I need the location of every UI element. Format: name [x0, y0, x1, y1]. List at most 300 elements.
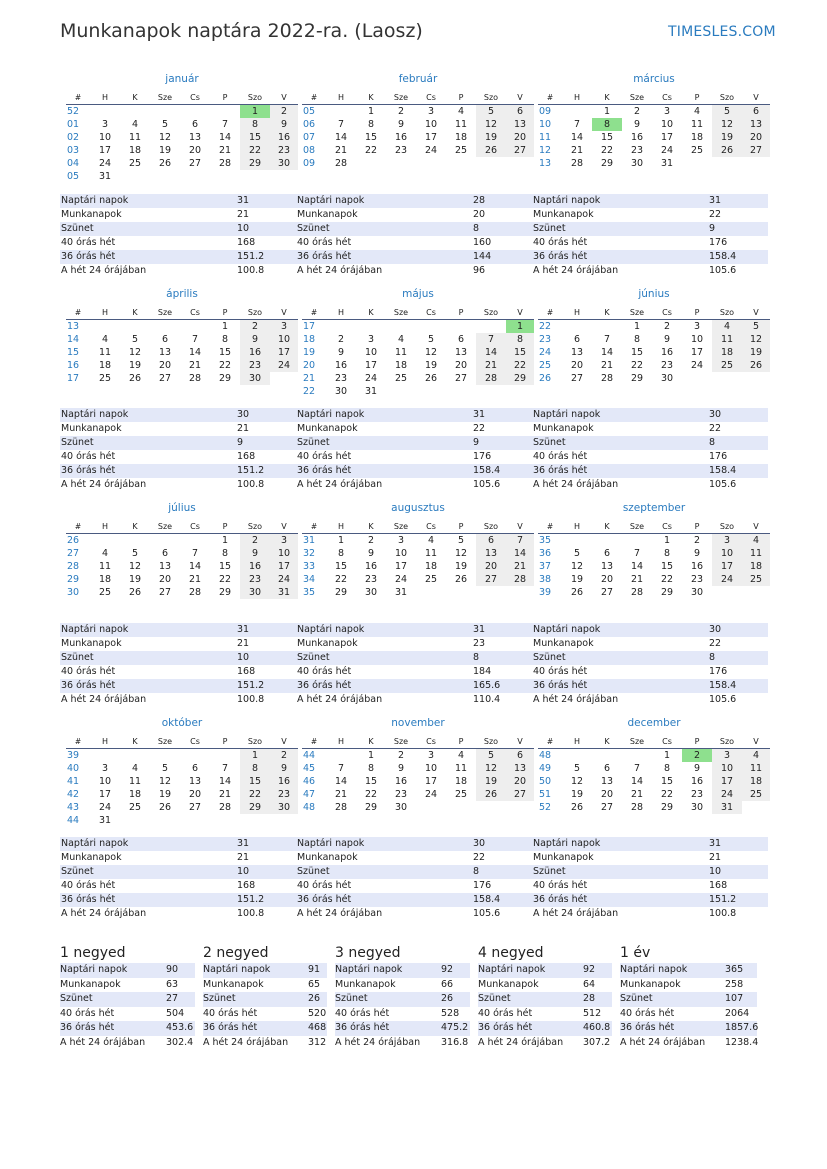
stats-value: 22 [709, 638, 722, 649]
stats-label: Munkanapok [533, 423, 594, 434]
day-cell: 22 [600, 145, 614, 156]
day-cell: 26 [158, 158, 172, 169]
day-cell: 30 [270, 801, 298, 814]
summary-value: 453.6 [166, 1022, 194, 1033]
day-cell: 24 [424, 789, 438, 800]
day-cell: 3 [270, 320, 298, 334]
month-calendar [66, 716, 298, 827]
week-row [302, 144, 534, 157]
stats-row [532, 837, 768, 851]
day-cell: 16 [690, 776, 704, 787]
day-cell [356, 157, 386, 170]
day-cell: 29 [660, 587, 674, 598]
day-cell [90, 105, 120, 119]
day-cell: 12 [128, 347, 142, 358]
week-row [66, 144, 298, 157]
day-cell: 9 [270, 762, 298, 775]
summary-value: 512 [583, 1007, 602, 1019]
day-cell [150, 814, 180, 827]
day-cell: 15 [364, 776, 378, 787]
week-row [538, 775, 770, 788]
month-stats [296, 194, 532, 278]
stats-value: 22 [709, 209, 722, 220]
day-cell: 2 [633, 106, 641, 117]
day-cell: 31 [98, 815, 112, 826]
stats-value: 31 [237, 838, 250, 849]
week-row [66, 170, 298, 183]
week-number: 51 [539, 789, 552, 800]
stats-row [296, 851, 532, 865]
stats-value: 100.8 [237, 908, 265, 919]
stats-row [532, 208, 768, 222]
day-cell: 22 [660, 789, 674, 800]
day-cell: 6 [742, 105, 770, 119]
week-row [538, 762, 770, 775]
day-cell [712, 372, 742, 385]
summary-row [335, 1007, 470, 1022]
day-cell: 26 [570, 587, 584, 598]
brand-link[interactable]: TIMESLES.COM [668, 24, 776, 40]
day-cell: 6 [457, 334, 465, 345]
week-row [538, 372, 770, 385]
stats-label: 36 órás hét [533, 894, 588, 905]
day-cell: 30 [630, 158, 644, 169]
summary-row [203, 1021, 327, 1036]
week-number: 03 [67, 145, 80, 156]
day-cell: 1 [633, 321, 641, 332]
week-row [66, 586, 298, 599]
summary-label: Munkanapok [60, 978, 121, 990]
week-row [302, 560, 534, 573]
summary-value: 520 [308, 1007, 327, 1019]
week-row [302, 573, 534, 586]
day-cell: 20 [506, 775, 534, 788]
day-cell: 19 [158, 789, 172, 800]
stats-row [296, 194, 532, 208]
week-row [538, 788, 770, 801]
day-cell: 8 [367, 763, 375, 774]
week-number: 34 [303, 574, 316, 585]
weekday-header: K [356, 305, 386, 320]
weekday-header: P [446, 519, 476, 534]
stats-label: Munkanapok [297, 423, 358, 434]
day-cell: 24 [712, 788, 742, 801]
stats-row [532, 893, 768, 907]
day-cell: 19 [712, 131, 742, 144]
stats-label: 40 órás hét [297, 666, 352, 677]
weekday-header: Cs [652, 519, 682, 534]
week-row [302, 385, 534, 398]
day-cell: 3 [427, 750, 435, 761]
stats-label: 40 órás hét [297, 237, 352, 248]
day-cell [150, 534, 180, 548]
day-cell [446, 586, 476, 599]
month-calendar [302, 72, 534, 170]
stats-row [532, 637, 768, 651]
weekday-header: P [682, 734, 712, 749]
stats-row [60, 851, 296, 865]
day-cell: 23 [690, 574, 704, 585]
day-cell: 23 [394, 789, 408, 800]
stats-value: 30 [237, 409, 250, 420]
weekday-header: Szo [476, 519, 506, 534]
stats-value: 105.6 [709, 694, 737, 705]
weekday-header: K [592, 90, 622, 105]
week-number: 19 [303, 347, 316, 358]
day-cell: 30 [240, 586, 270, 599]
weekday-header: Cs [652, 90, 682, 105]
month-calendar [302, 501, 534, 599]
week-number: 05 [67, 171, 80, 182]
day-cell: 1 [337, 535, 345, 546]
week-number: 38 [539, 574, 552, 585]
holiday-day-cell: 1 [506, 320, 534, 334]
month-stats [532, 837, 768, 921]
day-cell [416, 586, 446, 599]
weekday-header: H [562, 90, 592, 105]
day-cell: 26 [128, 587, 142, 598]
weekday-header: Sze [386, 519, 416, 534]
day-cell: 8 [506, 333, 534, 346]
day-cell: 21 [334, 789, 348, 800]
stats-value: 100.8 [709, 908, 737, 919]
week-number: 48 [539, 750, 552, 761]
weekday-header: Cs [416, 734, 446, 749]
summary-row [60, 1036, 195, 1051]
day-cell: 30 [364, 587, 378, 598]
week-number: 35 [539, 535, 552, 546]
stats-label: A hét 24 órájában [533, 694, 619, 705]
day-cell [270, 372, 298, 385]
stats-row [296, 651, 532, 665]
day-cell: 22 [334, 574, 348, 585]
day-cell: 4 [101, 548, 109, 559]
day-cell: 7 [633, 548, 641, 559]
summary-label: Szünet [203, 993, 236, 1004]
summary-label: Szünet [478, 993, 511, 1004]
stats-label: Szünet [297, 866, 330, 877]
week-row [538, 573, 770, 586]
day-cell: 3 [712, 534, 742, 548]
month-calendar [66, 287, 298, 385]
day-cell [592, 534, 622, 548]
day-cell: 24 [660, 145, 674, 156]
week-number: 47 [303, 789, 316, 800]
stats-label: 36 órás hét [61, 680, 116, 691]
day-cell: 7 [191, 334, 199, 345]
week-row [302, 346, 534, 359]
stats-label: Munkanapok [61, 209, 122, 220]
day-cell: 15 [240, 775, 270, 788]
day-cell: 23 [630, 145, 644, 156]
day-cell [120, 105, 150, 119]
day-cell: 8 [240, 762, 270, 775]
day-cell: 6 [191, 119, 199, 130]
day-cell: 24 [712, 573, 742, 586]
day-cell: 22 [364, 789, 378, 800]
day-cell: 22 [506, 359, 534, 372]
day-cell [562, 320, 592, 334]
summary-value: 1857.6 [725, 1022, 759, 1033]
summary-row [203, 963, 327, 978]
stats-label: 36 órás hét [533, 680, 588, 691]
day-cell: 18 [98, 360, 112, 371]
weekday-header: P [446, 734, 476, 749]
stats-value: 176 [709, 666, 728, 677]
week-number: 11 [539, 132, 552, 143]
day-cell: 17 [270, 560, 298, 573]
week-number: 05 [303, 106, 316, 117]
day-cell: 2 [270, 105, 298, 119]
day-cell: 13 [506, 118, 534, 131]
week-number: 33 [303, 561, 316, 572]
day-cell [270, 170, 298, 183]
stats-row [60, 194, 296, 208]
day-cell: 11 [98, 561, 112, 572]
stats-value: 21 [709, 852, 722, 863]
day-cell: 28 [334, 158, 348, 169]
day-cell: 7 [337, 763, 345, 774]
weekday-header: Sze [622, 734, 652, 749]
day-cell: 25 [98, 373, 112, 384]
day-cell: 25 [128, 158, 142, 169]
weekday-header: Szo [712, 90, 742, 105]
stats-value: 21 [237, 423, 250, 434]
summary-row [203, 1007, 327, 1022]
month-name: február [398, 73, 438, 85]
day-cell: 20 [158, 360, 172, 371]
week-row [66, 801, 298, 814]
week-number: 17 [303, 321, 316, 332]
day-cell: 23 [270, 788, 298, 801]
day-cell: 16 [660, 347, 674, 358]
week-row [302, 359, 534, 372]
summary-label: Szünet [620, 993, 653, 1004]
weekday-header: H [90, 734, 120, 749]
day-cell: 30 [334, 386, 348, 397]
stats-label: 36 órás hét [533, 251, 588, 262]
month-stats [60, 194, 296, 278]
day-cell: 27 [570, 373, 584, 384]
day-cell: 7 [633, 763, 641, 774]
week-number-header: # [538, 734, 562, 749]
day-cell: 23 [690, 789, 704, 800]
day-cell: 20 [600, 789, 614, 800]
day-cell: 29 [660, 802, 674, 813]
week-number: 45 [303, 763, 316, 774]
stats-value: 10 [237, 223, 250, 234]
week-number-header: # [302, 519, 326, 534]
week-number: 26 [67, 535, 80, 546]
week-number: 17 [67, 373, 80, 384]
day-cell: 6 [506, 749, 534, 763]
day-cell: 6 [161, 548, 169, 559]
day-cell: 9 [693, 548, 701, 559]
weekday-header: K [592, 305, 622, 320]
weekday-header: V [506, 90, 534, 105]
week-row [538, 346, 770, 359]
day-cell: 15 [630, 347, 644, 358]
stats-value: 31 [237, 624, 250, 635]
summary-row [620, 1036, 757, 1051]
day-cell [742, 586, 770, 599]
day-cell: 6 [191, 763, 199, 774]
stats-label: Szünet [61, 866, 94, 877]
day-cell: 23 [660, 360, 674, 371]
stats-row [296, 693, 532, 707]
day-cell: 6 [573, 334, 581, 345]
stats-row [296, 865, 532, 879]
day-cell: 28 [188, 373, 202, 384]
stats-label: Munkanapok [297, 209, 358, 220]
week-row [66, 333, 298, 346]
stats-value: 151.2 [709, 894, 737, 905]
weekday-header: K [120, 305, 150, 320]
day-cell: 19 [128, 360, 142, 371]
weekday-header: H [326, 305, 356, 320]
day-cell: 15 [240, 131, 270, 144]
day-cell: 17 [424, 132, 438, 143]
day-cell: 28 [630, 802, 644, 813]
weekday-header: H [326, 734, 356, 749]
summary-value: 258 [725, 978, 744, 990]
stats-label: Szünet [533, 866, 566, 877]
stats-row [60, 665, 296, 679]
stats-label: Munkanapok [61, 638, 122, 649]
day-cell: 2 [397, 750, 405, 761]
day-cell: 2 [663, 321, 671, 332]
summary-row [620, 1007, 757, 1022]
day-cell: 29 [240, 157, 270, 170]
day-cell: 3 [663, 106, 671, 117]
day-cell [326, 749, 356, 763]
weekday-header: Cs [416, 90, 446, 105]
stats-label: 40 órás hét [61, 451, 116, 462]
weekday-header: P [682, 305, 712, 320]
day-cell: 9 [397, 763, 405, 774]
week-row [538, 547, 770, 560]
stats-label: Szünet [61, 223, 94, 234]
stats-value: 158.4 [709, 465, 737, 476]
stats-value: 176 [709, 451, 728, 462]
summary-value: 316.8 [441, 1036, 469, 1048]
stats-label: Szünet [533, 652, 566, 663]
day-cell: 28 [600, 373, 614, 384]
day-cell: 14 [334, 132, 348, 143]
stats-value: 105.6 [473, 908, 501, 919]
stats-label: 36 órás hét [61, 465, 116, 476]
week-number: 15 [67, 347, 80, 358]
stats-value: 96 [473, 265, 486, 276]
day-cell: 3 [270, 534, 298, 548]
weekday-header: K [356, 519, 386, 534]
day-cell: 27 [600, 802, 614, 813]
day-cell: 26 [476, 144, 506, 157]
day-cell: 1 [367, 750, 375, 761]
stats-label: Szünet [533, 437, 566, 448]
quarter-summary [478, 943, 612, 1050]
stats-value: 31 [709, 195, 722, 206]
summary-row [620, 1021, 757, 1036]
week-row [66, 372, 298, 385]
day-cell: 14 [630, 561, 644, 572]
day-cell: 23 [240, 359, 270, 372]
day-cell: 29 [364, 802, 378, 813]
day-cell [416, 801, 446, 814]
day-cell: 22 [218, 574, 232, 585]
day-cell [326, 320, 356, 334]
day-cell: 19 [424, 360, 438, 371]
day-cell: 10 [690, 334, 704, 345]
stats-row [60, 422, 296, 436]
day-cell: 13 [476, 547, 506, 560]
day-cell: 25 [690, 145, 704, 156]
stats-value: 21 [237, 638, 250, 649]
stats-value: 21 [237, 209, 250, 220]
stats-value: 31 [473, 624, 486, 635]
day-cell [592, 320, 622, 334]
weekday-header: P [446, 90, 476, 105]
stats-row [532, 651, 768, 665]
day-cell [180, 749, 210, 763]
day-cell: 28 [476, 372, 506, 385]
day-cell: 25 [128, 802, 142, 813]
day-cell: 7 [337, 119, 345, 130]
day-cell: 31 [394, 587, 408, 598]
day-cell: 6 [506, 105, 534, 119]
week-row [66, 359, 298, 372]
stats-row [296, 264, 532, 278]
day-cell [386, 385, 416, 398]
stats-label: 36 órás hét [61, 251, 116, 262]
week-number: 09 [539, 106, 552, 117]
weekday-header: K [120, 90, 150, 105]
day-cell [682, 372, 712, 385]
stats-value: 151.2 [237, 251, 265, 262]
week-number: 39 [539, 587, 552, 598]
stats-value: 151.2 [237, 680, 265, 691]
stats-value: 105.6 [709, 479, 737, 490]
month-name: május [402, 288, 434, 300]
weekday-header: V [270, 734, 298, 749]
summary-label: 40 órás hét [478, 1007, 533, 1019]
weekday-header: Cs [180, 519, 210, 534]
day-cell: 1 [663, 535, 671, 546]
day-cell [742, 372, 770, 385]
month-calendar [302, 716, 534, 814]
week-number: 27 [67, 548, 80, 559]
stats-value: 165.6 [473, 680, 501, 691]
summary-value: 468 [308, 1022, 327, 1033]
day-cell [562, 534, 592, 548]
day-cell: 1 [240, 749, 270, 763]
day-cell: 10 [270, 333, 298, 346]
week-row [302, 157, 534, 170]
summary-label: Munkanapok [335, 978, 396, 990]
day-cell: 16 [394, 132, 408, 143]
stats-value: 31 [237, 195, 250, 206]
stats-label: A hét 24 órájában [61, 265, 147, 276]
week-row [66, 320, 298, 334]
week-number: 40 [67, 763, 80, 774]
day-cell [120, 534, 150, 548]
week-row [66, 573, 298, 586]
week-number: 08 [303, 145, 316, 156]
stats-value: 28 [473, 195, 486, 206]
summary-label: 36 órás hét [203, 1022, 258, 1033]
stats-value: 105.6 [473, 479, 501, 490]
summary-row [335, 992, 470, 1007]
